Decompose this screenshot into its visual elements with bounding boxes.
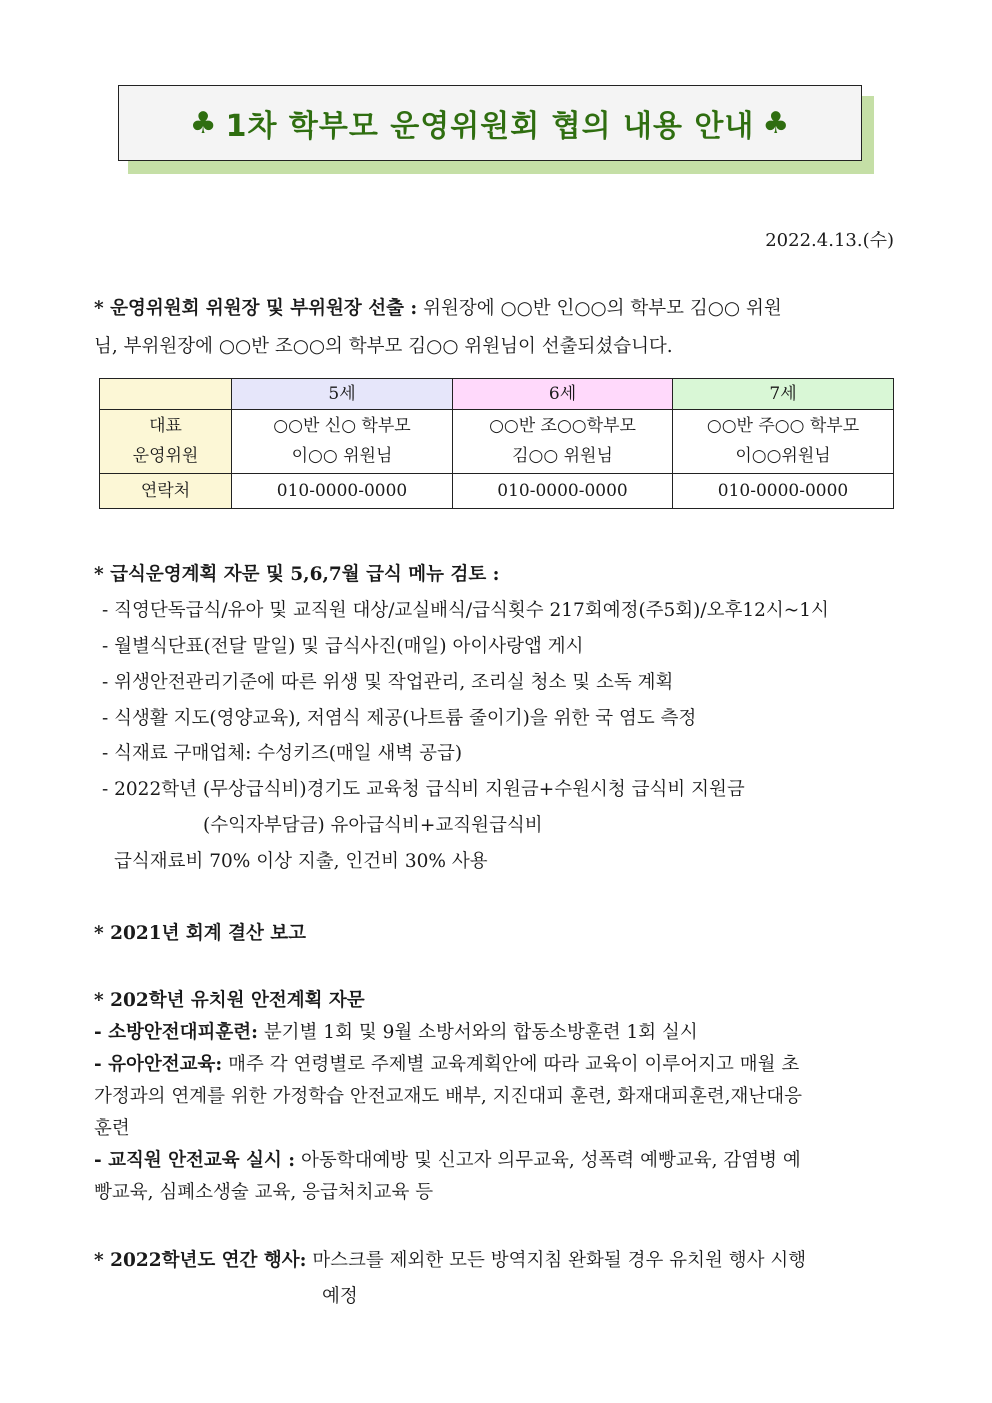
section3-heading: * 2021년 회계 결산 보고 xyxy=(94,923,307,944)
document-date: 2022.4.13.(수) xyxy=(765,230,894,251)
section1-line2: 님, 부위원장에 ○○반 조○○의 학부모 김○○ 위원님이 선출되셨습니다. xyxy=(94,336,673,357)
child-safety-text: 매주 각 연령별로 주제별 교육계획안에 따라 교육이 이루어지고 매월 초 xyxy=(228,1054,800,1075)
staff-safety-line1 xyxy=(94,1152,801,1171)
table-header-7: 7세 xyxy=(673,379,894,410)
child-safety-line3: 훈련 xyxy=(94,1118,130,1139)
table-header-6: 6세 xyxy=(453,379,673,410)
section1-line1 xyxy=(94,300,782,319)
section4-heading: * 202학년 유치원 안전계획 자문 xyxy=(94,990,365,1011)
table-cell: 010-0000-0000 xyxy=(232,473,453,508)
fire-training-label: - 소방안전대피훈련: xyxy=(94,1022,258,1043)
table-cell: ○○반 주○○ 학부모 이○○위원님 xyxy=(673,410,894,473)
section5-line2: 예정 xyxy=(322,1286,358,1307)
club-icon: ♣ xyxy=(762,105,791,141)
table-cell: ○○반 조○○학부모 김○○ 위원님 xyxy=(453,410,673,473)
table-cell: 010-0000-0000 xyxy=(673,473,894,508)
staff-safety-label: - 교직원 안전교육 실시 : xyxy=(94,1150,296,1171)
child-safety-label: - 유아안전교육: xyxy=(94,1054,223,1075)
staff-safety-text: 아동학대예방 및 신고자 의무교육, 성폭력 예빵교육, 감염병 예 xyxy=(301,1150,801,1171)
committee-table xyxy=(99,378,894,509)
table-cell: 010-0000-0000 xyxy=(453,473,673,508)
table-header-row xyxy=(100,379,894,410)
title-banner xyxy=(118,85,862,161)
table-cell: ○○반 신○ 학부모 이○○ 위원님 xyxy=(232,410,453,473)
ratio-text: 급식재료비 70% 이상 지출, 인건비 30% 사용 xyxy=(114,851,488,872)
table-header-empty xyxy=(100,379,232,410)
table-cell-label: 대표 운영위원 xyxy=(100,410,232,473)
list-sub-item: (수익자부담금) 유아급식비+교직원급식비 xyxy=(203,815,543,836)
section1-heading: * 운영위원회 위원장 및 부위원장 선출 : xyxy=(94,298,418,319)
list-item: - 2022학년 (무상급식비)경기도 교육청 급식비 지원금+수원시청 급식비 지원금 xyxy=(102,779,745,800)
table-row-representative xyxy=(100,410,894,473)
section2-heading: * 급식운영계획 자문 및 5,6,7월 급식 메뉴 검토 : xyxy=(94,564,500,585)
table-cell-label: 연락처 xyxy=(100,473,232,508)
child-safety-line1 xyxy=(94,1056,799,1075)
section5-line1 xyxy=(94,1252,806,1271)
table-header-5: 5세 xyxy=(232,379,453,410)
fire-training-text: 분기별 1회 및 9월 소방서와의 합동소방훈련 1회 실시 xyxy=(263,1022,698,1043)
fire-training-line xyxy=(94,1024,698,1043)
list-item: - 위생안전관리기준에 따른 위생 및 작업관리, 조리실 청소 및 소독 계획 xyxy=(102,672,674,693)
list-item: - 식재료 구매업체: 수성키즈(매일 새벽 공급) xyxy=(102,743,463,764)
section1-line1-text: 위원장에 ○○반 인○○의 학부모 김○○ 위원 xyxy=(423,298,782,319)
list-item: - 식생활 지도(영양교육), 저염식 제공(나트륨 줄이기)을 위한 국 염도 측정 xyxy=(102,708,697,729)
list-item: - 직영단독급식/유아 및 교직원 대상/교실배식/급식횟수 217회예정(주5회)/오후12시~1시 xyxy=(102,600,829,621)
section5-heading: * 2022학년도 연간 행사: xyxy=(94,1250,307,1271)
club-icon: ♣ xyxy=(189,105,218,141)
list-item: - 월별식단표(전달 말일) 및 급식사진(매일) 아이사랑앱 게시 xyxy=(102,636,584,657)
page-title: 1차 학부모 운영위원회 협의 내용 안내 xyxy=(225,109,755,144)
staff-safety-line2: 빵교육, 심폐소생술 교육, 응급처치교육 등 xyxy=(94,1182,434,1203)
child-safety-line2: 가정과의 연계를 위한 가정학습 안전교재도 배부, 지진대피 훈련, 화재대피훈련,재난대응 xyxy=(94,1086,803,1107)
section5-text: 마스크를 제외한 모든 방역지침 완화될 경우 유치원 행사 시행 xyxy=(312,1250,807,1271)
table-row-contact xyxy=(100,473,894,508)
